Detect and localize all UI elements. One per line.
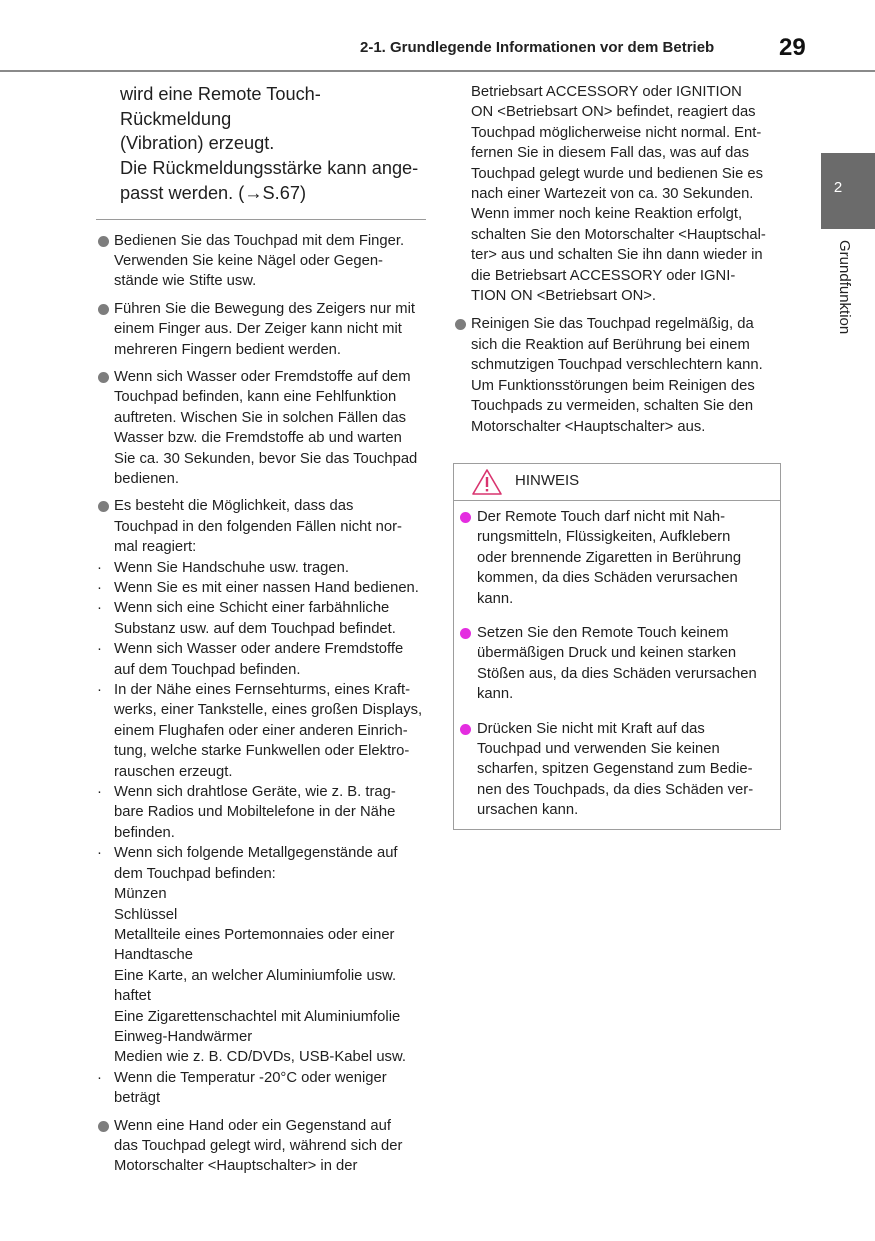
sub-bullet-icon: · <box>97 682 102 699</box>
text-line: Handtasche <box>114 947 193 964</box>
text-line: Einweg-Handwärmer <box>114 1028 253 1045</box>
text-line: Setzen Sie den Remote Touch keinem <box>477 625 729 642</box>
text-line: rungsmitteln, Flüssigkeiten, Aufklebern <box>477 529 731 546</box>
text-line: Der Remote Touch darf nicht mit Nah- <box>477 509 726 525</box>
text-line: Wenn immer noch keine Reaktion erfolgt, <box>471 206 743 223</box>
text-line: einem Flughafen oder einer anderen Einrich- <box>114 722 408 739</box>
text-line: mal reagiert: <box>114 539 197 556</box>
sub-bullet-icon: · <box>97 641 102 658</box>
left-column <box>96 82 426 1184</box>
text-line: Motorschalter <Hauptschalter> in der <box>114 1158 358 1175</box>
text-line: Wasser bzw. die Fremdstoffe ab und warten <box>114 430 402 447</box>
sub-item-text <box>114 560 349 576</box>
text-line: Medien wie z. B. CD/DVDs, USB-Kabel usw. <box>114 1049 406 1066</box>
text-line: Eine Karte, an welcher Aluminiumfolie usw. <box>114 967 397 984</box>
text-line: Münzen <box>114 886 167 903</box>
divider-line <box>96 219 426 220</box>
intro-text <box>96 82 426 206</box>
sub-item-text <box>114 580 419 596</box>
text-line: Touchpad gelegt wurde und bedienen Sie es <box>471 165 764 182</box>
text-line: werks, einer Tankstelle, eines großen Displays, <box>114 702 423 719</box>
warning-triangle-icon <box>471 468 503 496</box>
text-line: stände wie Stifte usw. <box>114 273 257 290</box>
text-line: Drücken Sie nicht mit Kraft auf das <box>477 720 705 737</box>
text-line: Touchpad möglicherweise nicht normal. Ent- <box>471 124 762 141</box>
text-line: das Touchpad gelegt wird, während sich der <box>114 1137 403 1154</box>
text-line: die Betriebsart ACCESSORY oder IGNI- <box>471 267 736 284</box>
text-line: Betriebsart ACCESSORY oder IGNITION <box>471 84 742 100</box>
notice-item-text <box>477 509 741 607</box>
text-line: Touchpad befinden, kann eine Fehlfunktion <box>114 389 397 406</box>
sub-item-text <box>114 641 403 677</box>
text-line: wird eine Remote Touch-Rückmeldung <box>120 84 321 129</box>
sub-bullet-icon: · <box>97 845 102 862</box>
text-line: übermäßigen Druck und keinen starken <box>477 645 737 662</box>
text-line: Führen Sie die Bewegung des Zeigers nur mit <box>114 300 416 317</box>
text-line: TION ON <Betriebsart ON>. <box>471 288 657 305</box>
text-line: dem Touchpad befinden: <box>114 865 276 882</box>
text-line: nach einer Wartezeit von ca. 30 Sekunden. <box>471 186 754 203</box>
sub-item <box>96 639 426 680</box>
sub-item-text <box>114 682 422 780</box>
sub-item-text <box>114 600 396 636</box>
text-line: oder brennende Zigaretten in Berührung <box>477 549 742 566</box>
text-line: Metallteile eines Portemonnaies oder einer <box>114 926 395 943</box>
bullet-text <box>114 233 404 290</box>
notice-header <box>454 464 780 501</box>
text-line: Touchpad und verwenden Sie keinen <box>477 741 720 758</box>
bullet-hand-on-pad <box>96 1116 426 1177</box>
text-line: bedienen. <box>114 470 180 487</box>
text-line: Wenn sich drahtlose Geräte, wie z. B. trag- <box>114 784 396 801</box>
text-line: ter> aus und schalten Sie ihn dann wieder in <box>471 247 763 264</box>
text-line: Schlüssel <box>114 906 178 923</box>
sub-item <box>96 843 426 884</box>
text-line: ON <Betriebsart ON> befindet, reagiert das <box>471 104 756 121</box>
sub-item-text <box>114 1070 387 1106</box>
text-line: auf dem Touchpad befinden. <box>114 661 301 678</box>
notice-box <box>453 463 781 830</box>
sub-bullet-icon: · <box>97 580 102 597</box>
bullet-one-finger <box>96 299 426 360</box>
text-line: kann. <box>477 686 514 703</box>
text-line: tung, welche starke Funkwellen oder Elektro- <box>114 743 410 760</box>
text-line: schalten Sie den Motorschalter <Hauptschal- <box>471 226 766 243</box>
notice-title: HINWEIS <box>515 472 580 489</box>
text-line: Die Rückmeldungsstärke kann ange- <box>120 158 419 179</box>
bullet-clean-touchpad <box>453 314 781 436</box>
sub-item-text <box>114 784 396 841</box>
bullet-text <box>471 316 763 434</box>
sub-item-text <box>114 845 398 881</box>
text-line: Substanz usw. auf dem Touchpad befindet. <box>114 620 396 637</box>
sub-item <box>96 1068 426 1109</box>
chapter-label: Grundfunktion <box>836 240 853 335</box>
text-line: Sie ca. 30 Sekunden, bevor Sie das Touchpad <box>114 450 418 467</box>
text-line: Touchpads zu vermeiden, schalten Sie den <box>471 398 754 415</box>
text-line: Um Funktionsstörungen beim Reinigen des <box>471 377 755 394</box>
text-line: nen des Touchpads, da dies Schäden ver- <box>477 781 754 798</box>
right-column <box>453 82 781 444</box>
notice-item-text <box>477 721 753 819</box>
sub-bullet-icon: · <box>97 559 102 576</box>
text-line: kommen, da dies Schäden verursachen <box>477 570 738 587</box>
sub-item <box>96 558 426 578</box>
sub-item <box>96 578 426 598</box>
notice-item <box>458 507 772 609</box>
notice-body <box>454 501 780 821</box>
text-line: Wenn eine Hand oder ein Gegenstand auf <box>114 1117 391 1134</box>
bullet-dot-icon <box>98 304 109 315</box>
bullet-abnormal-response <box>96 496 426 557</box>
page-number: 29 <box>779 34 806 61</box>
text-line: Wenn sich Wasser oder Fremdstoffe auf dem <box>114 368 411 385</box>
text-line: Touchpad in den folgenden Fällen nicht nor- <box>114 518 402 535</box>
text-line: einem Finger aus. Der Zeiger kann nicht mit <box>114 321 402 338</box>
text-line: fernen Sie in diesem Fall das, was auf das <box>471 145 749 162</box>
sub-item <box>96 680 426 782</box>
bullet-dot-icon <box>455 319 466 330</box>
text-line: Wenn Sie Handschuhe usw. tragen. <box>114 559 349 576</box>
bullet-text <box>114 1118 402 1175</box>
sub-bullet-icon: · <box>97 600 102 617</box>
bullet-finger-use <box>96 231 426 292</box>
chapter-number: 2 <box>833 179 843 196</box>
text-line: schmutzigen Touchpad verschlechtern kann. <box>471 357 763 374</box>
text-line: sich die Reaktion auf Berührung bei einem <box>471 336 750 353</box>
text-line: Wenn sich eine Schicht einer farbähnliche <box>114 600 390 617</box>
sub-bullet-icon: · <box>97 1069 102 1086</box>
text-line: Wenn die Temperatur -20°C oder weniger <box>114 1069 387 1086</box>
text-line: kann. <box>477 590 514 607</box>
notice-item <box>458 623 772 705</box>
sub-item <box>96 598 426 639</box>
text-line: beträgt <box>114 1090 161 1107</box>
sub-item <box>96 782 426 843</box>
text-line: Motorschalter <Hauptschalter> aus. <box>471 418 706 435</box>
bullet-dot-icon <box>460 512 471 523</box>
text-line: Reinigen Sie das Touchpad regelmäßig, da <box>471 316 754 333</box>
header-divider <box>0 70 875 72</box>
text-line: Wenn sich folgende Metallgegenstände auf <box>114 845 398 862</box>
text-line: Verwenden Sie keine Nägel oder Gegen- <box>114 252 383 269</box>
text-line: In der Nähe eines Fernsehturms, eines Kraft- <box>114 682 411 699</box>
metal-items-list <box>96 884 426 1068</box>
text-line: auftreten. Wischen Sie in solchen Fällen das <box>114 409 406 426</box>
text-line: Eine Zigarettenschachtel mit Aluminiumfolie <box>114 1008 401 1025</box>
text-line: haftet <box>114 988 152 1005</box>
text-line: Wenn sich Wasser oder andere Fremdstoffe <box>114 641 404 658</box>
bullet-dot-icon <box>98 236 109 247</box>
text-line: rauschen erzeugt. <box>114 763 233 780</box>
bullet-dot-icon <box>98 1121 109 1132</box>
bullet-dot-icon <box>460 724 471 735</box>
bullet-text <box>114 369 417 487</box>
continuation-text <box>453 82 781 306</box>
text-line: Stößen aus, da dies Schäden verursachen <box>477 665 757 682</box>
section-title: 2-1. Grundlegende Informationen vor dem Betrieb <box>360 39 715 56</box>
notice-item-text <box>477 625 757 702</box>
text-line: befinden. <box>114 824 175 841</box>
bullet-dot-icon <box>98 372 109 383</box>
notice-item <box>458 719 772 821</box>
chapter-tab[interactable] <box>821 153 875 229</box>
text-line: bare Radios und Mobiltelefone in der Nähe <box>114 804 396 821</box>
bullet-dot-icon <box>98 501 109 512</box>
text-line: (Vibration) erzeugt. <box>120 133 275 154</box>
text-line: mehreren Fingern bedient werden. <box>114 341 342 358</box>
text-line: scharfen, spitzen Gegenstand zum Bedie- <box>477 761 753 778</box>
bullet-text <box>114 301 415 358</box>
text-line: ursachen kann. <box>477 802 579 819</box>
bullet-text <box>114 498 402 555</box>
sub-bullet-icon: · <box>97 784 102 801</box>
text-line: Es besteht die Möglichkeit, dass das <box>114 498 354 515</box>
bullet-dot-icon <box>460 628 471 639</box>
text-line: passt werden. (→S.67) <box>120 182 306 203</box>
text-line: Wenn Sie es mit einer nassen Hand bedienen. <box>114 580 419 597</box>
bullet-water <box>96 367 426 489</box>
text-line: Bedienen Sie das Touchpad mit dem Finger. <box>114 232 405 249</box>
